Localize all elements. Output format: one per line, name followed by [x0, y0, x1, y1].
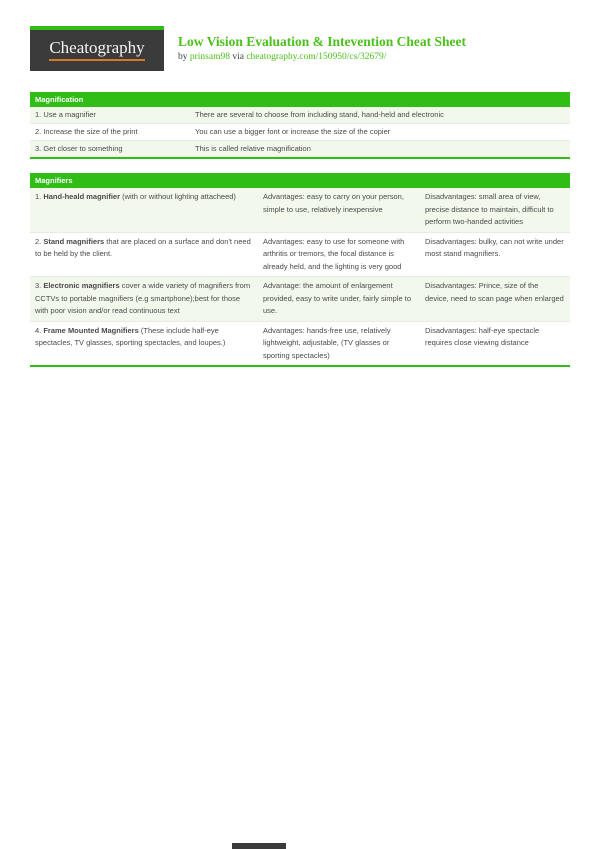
byline-via: via	[232, 52, 244, 62]
footer-partial-logo	[232, 843, 286, 849]
table-row	[30, 321, 570, 366]
table-cell: Advantage: the amount of enlargement provided, easy to write under, fairly simple to use.	[263, 281, 411, 315]
table-row	[30, 188, 570, 232]
table-header: Magnification	[30, 92, 570, 107]
table-row	[30, 276, 570, 321]
table-cell: 2. Increase the size of the print	[35, 127, 138, 136]
cheatography-logo[interactable]	[30, 26, 164, 71]
table-cell: Advantages: easy to carry on your person, simple to use, relatively inexpensive	[263, 192, 404, 214]
table-cell: 1. Use a magnifier	[35, 110, 96, 119]
table-cell: 1. Hand-heald magnifier (with or without lighting attacheed)	[35, 192, 236, 201]
table-cell: 3. Electronic magnifiers cover a wide variety of magnifiers from CCTVs to portable magnifiers (e.g smartphone);best for those with poor vision and/or read continuous text	[35, 281, 251, 315]
title-block	[178, 34, 466, 62]
table-body	[30, 188, 570, 365]
table-cell: Advantages: hands-free use, relatively lightweight, adjustable, (TV glasses or sporting spectacles)	[263, 325, 391, 360]
byline	[178, 52, 466, 62]
table-cell: Disadvantages: small area of view, precise distance to maintain, difficult to perform two-handed activities	[425, 192, 554, 226]
logo-green-strip	[30, 26, 164, 30]
table-row	[30, 140, 570, 157]
sheet-url-link[interactable]: cheatography.com/150950/cs/32679/	[246, 52, 387, 62]
table-cell: This is called relative magnification	[195, 144, 311, 153]
table-row	[30, 232, 570, 277]
table-cell: Disadvantages: half-eye spectacle requires close viewing distance	[425, 325, 540, 347]
table-row	[30, 107, 570, 123]
logo-wordmark: Cheatography	[49, 38, 144, 61]
tables-container	[30, 92, 570, 381]
table-cell: You can use a bigger font or increase the size of the copier	[195, 127, 391, 136]
table-row	[30, 123, 570, 140]
byline-prefix: by	[178, 52, 188, 62]
table-cell: Disadvantages: Prince, size of the device, need to scan page when enlarged	[425, 281, 564, 303]
table-cell: Disadvantages: bulky, can not write under most stand magnifiers.	[425, 236, 564, 258]
table-header: Magnifiers	[30, 173, 570, 188]
table-cell: Advantages: easy to use for someone with arthritis or tremors, the focal distance is already held, and the lighting is very good	[263, 236, 405, 271]
table-cell: 4. Frame Mounted Magnifiers (These include half-eye spectacles, TV glasses, sporting spectacles, and loupes.)	[35, 325, 226, 347]
table-magnification	[30, 92, 570, 159]
table-cell: There are several to choose from including stand, hand-held and electronic	[195, 110, 444, 119]
table-body	[30, 107, 570, 157]
table-cell: 2. Stand magnifiers that are placed on a surface and don't need to be held by the client.	[35, 236, 251, 258]
author-link[interactable]: prinsam98	[189, 52, 230, 62]
table-cell: 3. Get closer to something	[35, 144, 123, 153]
table-magnifiers	[30, 173, 570, 367]
page-title: Low Vision Evaluation & Intevention Cheat Sheet	[178, 34, 467, 49]
